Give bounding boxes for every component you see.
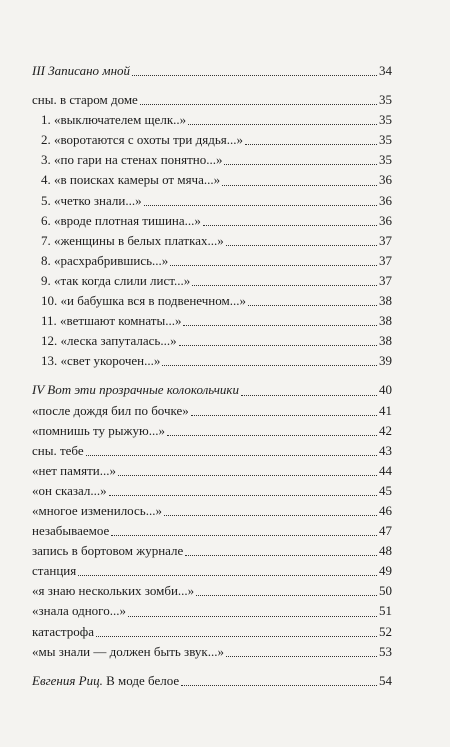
toc-title: «он сказал...» bbox=[32, 482, 107, 498]
dot-leader bbox=[183, 324, 377, 326]
toc-entry[interactable] bbox=[32, 581, 392, 601]
toc-section-3[interactable] bbox=[32, 61, 392, 81]
toc-title: «после дождя бил по бочке» bbox=[32, 402, 189, 418]
toc-page-number: 36 bbox=[379, 172, 392, 188]
toc-title: III Записано мной bbox=[32, 63, 131, 78]
toc-title: 12. «леска запуталась...» bbox=[41, 333, 177, 349]
toc-entry[interactable] bbox=[32, 401, 392, 421]
toc-entry[interactable] bbox=[32, 251, 392, 271]
dot-leader bbox=[128, 615, 377, 617]
toc-page-number: 51 bbox=[379, 603, 392, 619]
toc-entry[interactable] bbox=[32, 421, 392, 441]
dot-leader bbox=[132, 74, 377, 76]
dot-leader bbox=[222, 184, 377, 186]
toc-page-number: 35 bbox=[379, 132, 392, 148]
toc-title: 4. «в поисках камеры от мяча...» bbox=[41, 172, 221, 188]
toc-entry[interactable] bbox=[32, 311, 392, 331]
toc-title: 7. «женщины в белых платках...» bbox=[41, 232, 224, 248]
toc-title: 9. «так когда слили лист...» bbox=[41, 272, 191, 288]
toc-page-number: 43 bbox=[379, 442, 392, 458]
toc-title: 2. «воротаются с охоты три дядья...» bbox=[41, 132, 243, 148]
toc-title: 5. «четко знали...» bbox=[41, 192, 142, 208]
dot-leader bbox=[196, 594, 377, 596]
toc-page-number: 35 bbox=[379, 112, 392, 128]
toc-title: «мы знали — должен быть звук...» bbox=[32, 643, 224, 659]
toc-page-number: 42 bbox=[379, 422, 392, 438]
toc-page-number: 34 bbox=[379, 63, 392, 78]
toc-page-number: 35 bbox=[379, 152, 392, 168]
toc-page-number: 37 bbox=[379, 232, 392, 248]
dot-leader bbox=[162, 364, 377, 366]
toc-entry[interactable] bbox=[32, 331, 392, 351]
toc-title: «многое изменилось...» bbox=[32, 502, 162, 518]
toc-page-number: 37 bbox=[379, 252, 392, 268]
toc-page-number: 45 bbox=[379, 482, 392, 498]
toc-title: 10. «и бабушка вся в подвенечном...» bbox=[41, 293, 246, 309]
toc-entry[interactable] bbox=[32, 601, 392, 621]
toc-title: «я знаю нескольких зомби...» bbox=[32, 583, 195, 599]
toc-page-number: 50 bbox=[379, 583, 392, 599]
dot-leader bbox=[203, 224, 377, 226]
dot-leader bbox=[185, 554, 377, 556]
toc-title: IV Вот эти прозрачные колокольчики bbox=[32, 382, 239, 398]
toc-entry[interactable] bbox=[32, 561, 392, 581]
table-of-contents bbox=[32, 61, 392, 691]
toc-title: запись в бортовом журнале bbox=[32, 543, 184, 559]
dot-leader bbox=[248, 304, 377, 306]
toc-page-number: 36 bbox=[379, 192, 392, 208]
toc-page-number: 53 bbox=[379, 643, 392, 659]
toc-page-number: 41 bbox=[379, 402, 392, 418]
toc-entry[interactable] bbox=[32, 110, 392, 130]
toc-entry[interactable] bbox=[32, 150, 392, 170]
dot-leader bbox=[181, 684, 377, 686]
dot-leader bbox=[96, 635, 377, 637]
toc-title: катастрофа bbox=[32, 623, 94, 639]
toc-page-number: 35 bbox=[379, 92, 392, 108]
dot-leader bbox=[192, 284, 377, 286]
toc-title: «нет памяти...» bbox=[32, 462, 116, 478]
toc-page-number: 38 bbox=[379, 313, 392, 329]
toc-afterword[interactable] bbox=[32, 671, 392, 691]
toc-title: 1. «выключателем щелк..» bbox=[41, 112, 187, 128]
toc-entry[interactable] bbox=[32, 622, 392, 642]
toc-page-number: 52 bbox=[379, 623, 392, 639]
toc-page-number: 48 bbox=[379, 543, 392, 559]
toc-page-number: 44 bbox=[379, 462, 392, 478]
toc-entry[interactable] bbox=[32, 351, 392, 371]
toc-entry[interactable] bbox=[32, 441, 392, 461]
toc-title: 8. «расхрабрившись...» bbox=[41, 252, 169, 268]
toc-title: незабываемое bbox=[32, 523, 110, 539]
dot-leader bbox=[111, 534, 377, 536]
toc-entry[interactable] bbox=[32, 211, 392, 231]
toc-page-number: 54 bbox=[379, 672, 392, 688]
toc-page-number: 36 bbox=[379, 212, 392, 228]
toc-subsection[interactable] bbox=[32, 90, 392, 110]
dot-leader bbox=[170, 264, 377, 266]
toc-title: сны. в старом доме bbox=[32, 92, 138, 108]
dot-leader bbox=[86, 454, 377, 456]
toc-page-number: 40 bbox=[379, 382, 392, 398]
dot-leader bbox=[144, 204, 377, 206]
toc-title: «знала одного...» bbox=[32, 603, 126, 619]
toc-page-number: 39 bbox=[379, 353, 392, 369]
toc-entry[interactable] bbox=[32, 191, 392, 211]
dot-leader bbox=[164, 514, 377, 516]
toc-title: сны. тебе bbox=[32, 442, 84, 458]
toc-page-number: 46 bbox=[379, 502, 392, 518]
toc-entry[interactable] bbox=[32, 501, 392, 521]
toc-title: станция bbox=[32, 563, 77, 579]
toc-entry[interactable] bbox=[32, 461, 392, 481]
toc-title: 6. «вроде плотная тишина...» bbox=[41, 212, 201, 228]
toc-page-number: 38 bbox=[379, 333, 392, 349]
dot-leader bbox=[241, 394, 377, 396]
toc-entry[interactable] bbox=[32, 271, 392, 291]
toc-entry[interactable] bbox=[32, 541, 392, 561]
toc-page-number: 47 bbox=[379, 523, 392, 539]
dot-leader bbox=[191, 414, 377, 416]
dot-leader bbox=[224, 163, 377, 165]
toc-page-number: 38 bbox=[379, 293, 392, 309]
toc-entry[interactable] bbox=[32, 481, 392, 501]
toc-page-number: 49 bbox=[379, 563, 392, 579]
toc-entry[interactable] bbox=[32, 170, 392, 190]
toc-entry[interactable] bbox=[32, 231, 392, 251]
dot-leader bbox=[118, 474, 377, 476]
toc-entry[interactable] bbox=[32, 130, 392, 150]
dot-leader bbox=[226, 655, 377, 657]
dot-leader bbox=[245, 143, 377, 145]
toc-section-4[interactable] bbox=[32, 380, 392, 400]
dot-leader bbox=[179, 344, 377, 346]
dot-leader bbox=[109, 494, 377, 496]
toc-entry[interactable] bbox=[32, 291, 392, 311]
toc-title: 11. «ветшают комнаты...» bbox=[41, 313, 182, 329]
toc-entry[interactable] bbox=[32, 642, 392, 662]
toc-entry[interactable] bbox=[32, 521, 392, 541]
toc-title: «помнишь ту рыжую...» bbox=[32, 422, 165, 438]
dot-leader bbox=[78, 574, 377, 576]
toc-title: 13. «свет укорочен...» bbox=[41, 353, 161, 369]
afterword-author: Евгения Риц. bbox=[32, 672, 103, 688]
dot-leader bbox=[188, 123, 377, 125]
toc-page-number: 37 bbox=[379, 272, 392, 288]
dot-leader bbox=[167, 434, 377, 436]
dot-leader bbox=[140, 103, 377, 105]
afterword-title: В моде белое bbox=[106, 672, 180, 688]
toc-title: 3. «по гари на стенах понятно...» bbox=[41, 152, 223, 168]
dot-leader bbox=[226, 244, 377, 246]
